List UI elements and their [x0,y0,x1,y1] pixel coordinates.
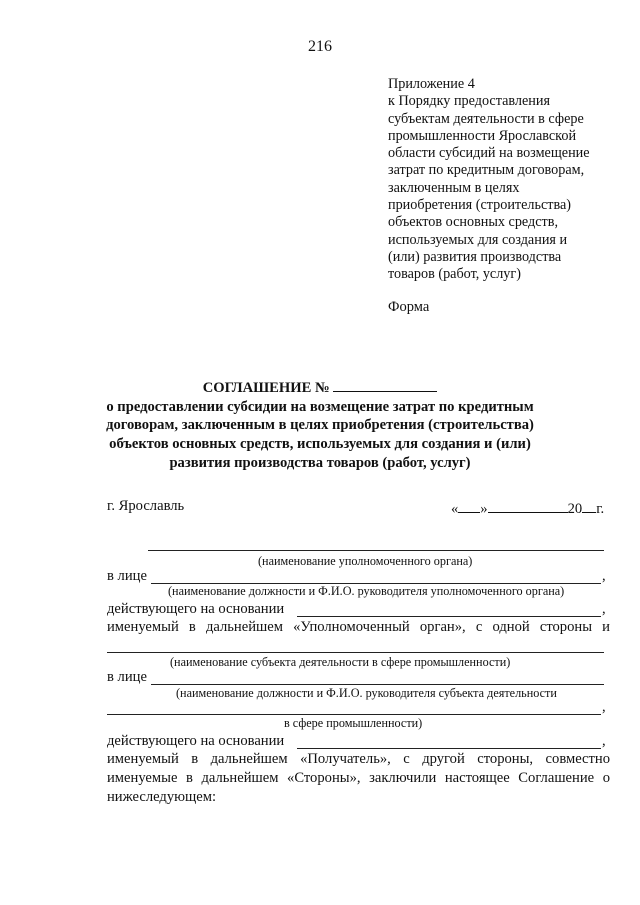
parties-text: именуемые в дальнейшем «Стороны», заключили настоящее Соглашение о [107,770,610,786]
agreement-heading: СОГЛАШЕНИЕ № [202,380,330,396]
appendix-line: Приложение 4 [388,76,475,92]
hint-authority: (наименование уполномоченного органа) [258,554,473,568]
hint-subject: (наименование субъекта деятельности в сфере промышленности) [170,655,511,669]
comma: , [602,699,606,715]
subject-name-field[interactable] [107,652,604,653]
subject-head-field-cont[interactable] [107,714,601,715]
title-line: договорам, заключенным в целях приобретения (строительства) [106,417,534,434]
document-title [0,377,640,473]
subject-head-field[interactable] [151,684,604,685]
appendix-line: товаров (работ, услуг) [388,266,521,283]
appendix-line: субъектам деятельности в сфере [388,110,584,127]
date-line: « » 20 г. [451,498,604,518]
appendix-block [388,76,590,284]
closing-text: нижеследующем: [107,789,217,805]
appendix-line: объектов основных средств, [388,214,559,231]
place-label: г. Ярославль [107,498,185,514]
appendix-line: используемых для создания и [388,231,568,248]
appendix-line: промышленности Ярославской [388,127,577,144]
appendix-line: (или) развития производства [388,248,562,265]
comma: , [602,601,606,617]
comma: , [602,733,606,749]
subject-basis-field[interactable] [297,748,601,749]
title-line: развития производства товаров (работ, услуг) [169,454,471,471]
named-authority-text: именуемый в дальнейшем «Уполномоченный орган», с одной стороны и [107,619,610,635]
acting-basis-label: действующего на основании [107,601,285,617]
authority-name-field[interactable] [148,550,604,551]
day-field[interactable] [458,498,480,513]
title-line: о предоставлении субсидии на возмещение затрат по кредитным [106,398,534,415]
month-field[interactable] [488,498,568,513]
appendix-line: к Порядку предоставления [388,93,550,110]
year-field[interactable] [582,498,596,513]
appendix-line: заключенным в целях [388,179,520,196]
hint-authority-head: (наименование должности и Ф.И.О. руководителя уполномоченного органа) [168,584,565,598]
hint-subject-head: (наименование должности и Ф.И.О. руководителя субъекта деятельности [176,686,557,700]
in-person-label: в лице [107,568,147,584]
appendix-line: области субсидий на возмещение [388,145,590,162]
agreement-number-field[interactable] [333,377,437,392]
comma: , [602,568,606,584]
recipient-text: именуемый в дальнейшем «Получатель», с другой стороны, совместно [107,751,610,767]
in-person-label: в лице [107,669,147,685]
page-number: 216 [308,38,332,55]
acting-basis-label: действующего на основании [107,733,285,749]
title-line: объектов основных средств, используемых для создания и (или) [109,436,531,453]
authority-basis-field[interactable] [297,616,601,617]
form-label: Форма [388,299,430,315]
appendix-line: приобретения (строительства) [388,197,571,214]
appendix-line: затрат по кредитным договорам, [388,162,585,179]
hint-subject-head-2: в сфере промышленности) [284,716,423,730]
